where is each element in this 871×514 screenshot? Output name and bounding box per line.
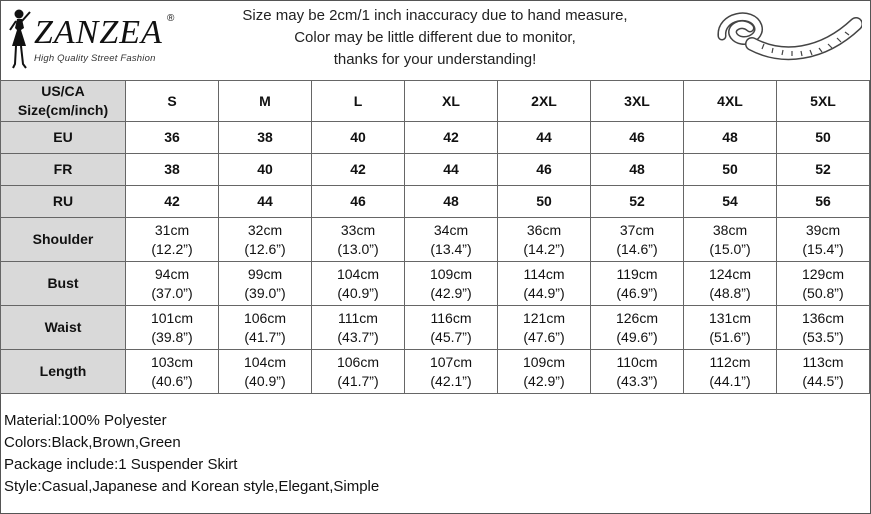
cm-value: 111cm (338, 309, 378, 326)
table-cell (126, 350, 219, 394)
cm-value: 38cm (712, 221, 748, 238)
measurement-notice (215, 5, 655, 71)
table-cell: 52 (591, 186, 684, 218)
table-cell: 44 (498, 122, 591, 154)
inch-value: (41.7”) (244, 328, 286, 345)
table-cell (312, 350, 405, 394)
cm-value: 113cm (802, 353, 844, 370)
inch-value: (43.3”) (616, 372, 658, 389)
table-cell: 46 (312, 186, 405, 218)
inch-value: (39.8”) (151, 328, 193, 345)
notice-line-3: thanks for your understanding! (333, 51, 537, 68)
table-cell (777, 262, 870, 306)
row-label: FR (1, 154, 126, 186)
table-cell (777, 218, 870, 262)
table-cell: 48 (405, 186, 498, 218)
size-header-cell: XL (405, 81, 498, 122)
inch-value: (53.5”) (802, 328, 844, 345)
cm-value: 34cm (433, 221, 469, 238)
table-cell (219, 350, 312, 394)
table-cell (498, 306, 591, 350)
cm-value: 109cm (429, 265, 473, 282)
cm-value: 126cm (615, 309, 659, 326)
inch-value: (42.1”) (430, 372, 472, 389)
table-cell: 42 (126, 186, 219, 218)
table-cell (126, 306, 219, 350)
table-cell (405, 306, 498, 350)
inch-value: (14.2”) (523, 240, 565, 257)
inch-value: (50.8”) (802, 284, 844, 301)
size-header-cell: 4XL (684, 81, 777, 122)
inch-value: (37.0”) (151, 284, 193, 301)
cm-value: 112cm (709, 353, 751, 370)
inch-value: (41.7”) (337, 372, 379, 389)
inch-value: (40.9”) (337, 284, 379, 301)
table-cell: 40 (312, 122, 405, 154)
table-row (1, 350, 870, 394)
brand-name: ZANZEA (34, 14, 163, 51)
table-cell: 52 (777, 154, 870, 186)
table-cell (684, 218, 777, 262)
table-cell (684, 350, 777, 394)
table-cell: 50 (777, 122, 870, 154)
table-cell: 38 (126, 154, 219, 186)
inch-value: (44.9”) (523, 284, 565, 301)
table-row (1, 262, 870, 306)
row-label: RU (1, 186, 126, 218)
size-header-cell: 5XL (777, 81, 870, 122)
table-cell: 38 (219, 122, 312, 154)
inch-value: (15.0”) (709, 240, 751, 257)
table-cell (126, 262, 219, 306)
notice-line-2: Color may be little different due to monitor, (294, 29, 576, 46)
size-header-cell: 2XL (498, 81, 591, 122)
table-cell: 44 (219, 186, 312, 218)
cm-value: 119cm (616, 265, 658, 282)
corner-label (1, 81, 126, 122)
cm-value: 124cm (708, 265, 752, 282)
notice-line-1: Size may be 2cm/1 inch inaccuracy due to hand measure, (242, 7, 628, 24)
table-row (1, 186, 870, 218)
table-cell (219, 262, 312, 306)
inch-value: (46.9”) (616, 284, 658, 301)
table-cell: 36 (126, 122, 219, 154)
cm-value: 101cm (150, 309, 194, 326)
inch-value: (47.6”) (523, 328, 565, 345)
cm-value: 110cm (616, 353, 658, 370)
table-cell (219, 218, 312, 262)
inch-value: (48.8”) (709, 284, 751, 301)
corner-label-line1: US/CA (41, 83, 85, 99)
table-cell: 42 (405, 122, 498, 154)
table-cell: 56 (777, 186, 870, 218)
table-cell: 48 (591, 154, 684, 186)
cm-value: 33cm (340, 221, 376, 238)
table-cell (591, 350, 684, 394)
inch-value: (12.2”) (151, 240, 193, 257)
table-cell: 54 (684, 186, 777, 218)
table-cell: 40 (219, 154, 312, 186)
table-cell (684, 306, 777, 350)
row-label: Bust (1, 262, 126, 306)
size-header-cell: 3XL (591, 81, 684, 122)
inch-value: (40.9”) (244, 372, 286, 389)
inch-value: (45.7”) (430, 328, 472, 345)
table-cell: 44 (405, 154, 498, 186)
table-cell (219, 306, 312, 350)
size-header-row (1, 81, 870, 122)
cm-value: 36cm (526, 221, 562, 238)
table-cell: 46 (498, 154, 591, 186)
table-cell (126, 218, 219, 262)
size-header-cell: S (126, 81, 219, 122)
cm-value: 116cm (430, 309, 472, 326)
header (0, 0, 869, 80)
table-row (1, 154, 870, 186)
colors-text: Colors:Black,Brown,Green (4, 434, 181, 451)
row-label: Waist (1, 306, 126, 350)
cm-value: 106cm (243, 309, 287, 326)
inch-value: (42.9”) (430, 284, 472, 301)
inch-value: (44.5”) (802, 372, 844, 389)
table-cell (405, 218, 498, 262)
table-cell (498, 218, 591, 262)
row-label: EU (1, 122, 126, 154)
table-cell (312, 306, 405, 350)
package-text: Package include:1 Suspender Skirt (4, 456, 238, 473)
size-header-cell: M (219, 81, 312, 122)
table-row (1, 306, 870, 350)
table-cell (312, 218, 405, 262)
table-cell (684, 262, 777, 306)
cm-value: 136cm (801, 309, 845, 326)
inch-value: (42.9”) (523, 372, 565, 389)
table-cell: 48 (684, 122, 777, 154)
table-row (1, 122, 870, 154)
inch-value: (15.4”) (802, 240, 844, 257)
inch-value: (14.6”) (616, 240, 658, 257)
table-cell (591, 218, 684, 262)
table-cell (498, 350, 591, 394)
row-label: Length (1, 350, 126, 394)
cm-value: 39cm (805, 221, 841, 238)
cm-value: 99cm (247, 265, 283, 282)
inch-value: (40.6”) (151, 372, 193, 389)
table-cell (777, 350, 870, 394)
product-details (4, 410, 379, 498)
cm-value: 104cm (336, 265, 380, 282)
cm-value: 131cm (708, 309, 752, 326)
material-text: Material:100% Polyester (4, 412, 167, 429)
cm-value: 114cm (523, 265, 565, 282)
cm-value: 104cm (243, 353, 287, 370)
cm-value: 32cm (247, 221, 283, 238)
cm-value: 103cm (150, 353, 194, 370)
inch-value: (44.1”) (709, 372, 751, 389)
size-chart-table (0, 80, 870, 394)
inch-value: (13.4”) (430, 240, 472, 257)
table-cell (405, 350, 498, 394)
size-header-cell: L (312, 81, 405, 122)
table-cell (777, 306, 870, 350)
cm-value: 129cm (801, 265, 845, 282)
cm-value: 94cm (154, 265, 190, 282)
registered-mark: ® (167, 13, 175, 24)
brand-tagline: High Quality Street Fashion (34, 53, 156, 64)
brand-logo (4, 6, 204, 74)
corner-label-line2: Size(cm/inch) (17, 102, 109, 118)
table-cell: 42 (312, 154, 405, 186)
style-text: Style:Casual,Japanese and Korean style,Elegant,Simple (4, 478, 380, 495)
table-row (1, 218, 870, 262)
measuring-tape-icon (712, 6, 862, 72)
inch-value: (49.6”) (616, 328, 658, 345)
cm-value: 106cm (336, 353, 380, 370)
inch-value: (12.6”) (244, 240, 286, 257)
table-cell (591, 306, 684, 350)
table-cell (591, 262, 684, 306)
table-cell: 50 (498, 186, 591, 218)
cm-value: 109cm (522, 353, 566, 370)
table-cell: 50 (684, 154, 777, 186)
cm-value: 31cm (154, 221, 190, 238)
table-cell (312, 262, 405, 306)
inch-value: (51.6”) (709, 328, 751, 345)
table-cell: 46 (591, 122, 684, 154)
row-label: Shoulder (1, 218, 126, 262)
cm-value: 37cm (619, 221, 655, 238)
inch-value: (13.0”) (337, 240, 379, 257)
inch-value: (39.0”) (244, 284, 286, 301)
inch-value: (43.7”) (337, 328, 379, 345)
cm-value: 107cm (429, 353, 473, 370)
table-cell (498, 262, 591, 306)
cm-value: 121cm (522, 309, 566, 326)
table-cell (405, 262, 498, 306)
woman-silhouette-icon (4, 6, 38, 72)
